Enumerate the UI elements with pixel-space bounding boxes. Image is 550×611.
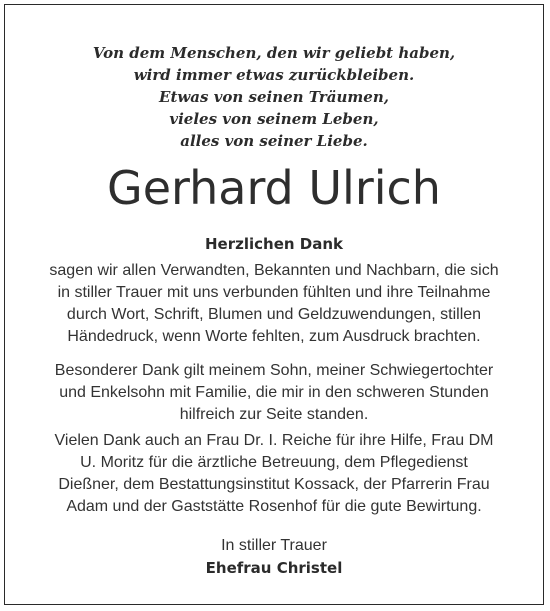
thanks-heading: Herzlichen Dank [204,235,343,253]
additional-thanks-paragraph [5,430,543,518]
special-thanks-paragraph [5,360,543,426]
closing-phrase: In stiller Trauer [221,537,327,554]
text-line: Adam und der Gaststätte Rosenhof für die gute Bewirtung. [66,498,482,515]
text-line: Dießner, dem Bestattungsinstitut Kossack, der Pfarrerin Frau [58,476,490,493]
text-line: und Enkelsohn mit Familie, die mir in den schweren Stunden [59,384,489,401]
thanks-paragraph [5,260,543,348]
text-line: U. Moritz für die ärztliche Betreuung, dem Pflegedienst [80,454,468,471]
signature: Ehefrau Christel [205,559,343,577]
text-line: in stiller Trauer mit uns verbunden fühlten und ihre Teilnahme [57,284,491,301]
text-line: durch Wort, Schrift, Blumen und Geldzuwendungen, stillen [66,306,482,323]
verse-line: Von dem Menschen, den wir geliebt haben, [92,44,456,62]
text-line: Vielen Dank auch an Frau Dr. I. Reiche für ihre Hilfe, Frau DM [54,432,494,449]
text-line: Besonderer Dank gilt meinem Sohn, meiner Schwiegertochter [54,362,494,379]
memorial-verse [5,42,543,152]
verse-line: vieles von seinem Leben, [169,110,379,128]
verse-line: Etwas von seinen Träumen, [159,88,389,106]
text-line: hilfreich zur Seite standen. [179,406,369,423]
deceased-name: Gerhard Ulrich [107,161,441,215]
verse-line: wird immer etwas zurückbleiben. [133,66,415,84]
text-line: sagen wir allen Verwandten, Bekannten und Nachbarn, die sich [49,262,499,279]
obituary-notice [4,4,544,605]
verse-line: alles von seiner Liebe. [180,132,368,150]
text-line: Händedruck, wenn Worte fehlten, zum Ausdruck brachten. [67,328,481,345]
